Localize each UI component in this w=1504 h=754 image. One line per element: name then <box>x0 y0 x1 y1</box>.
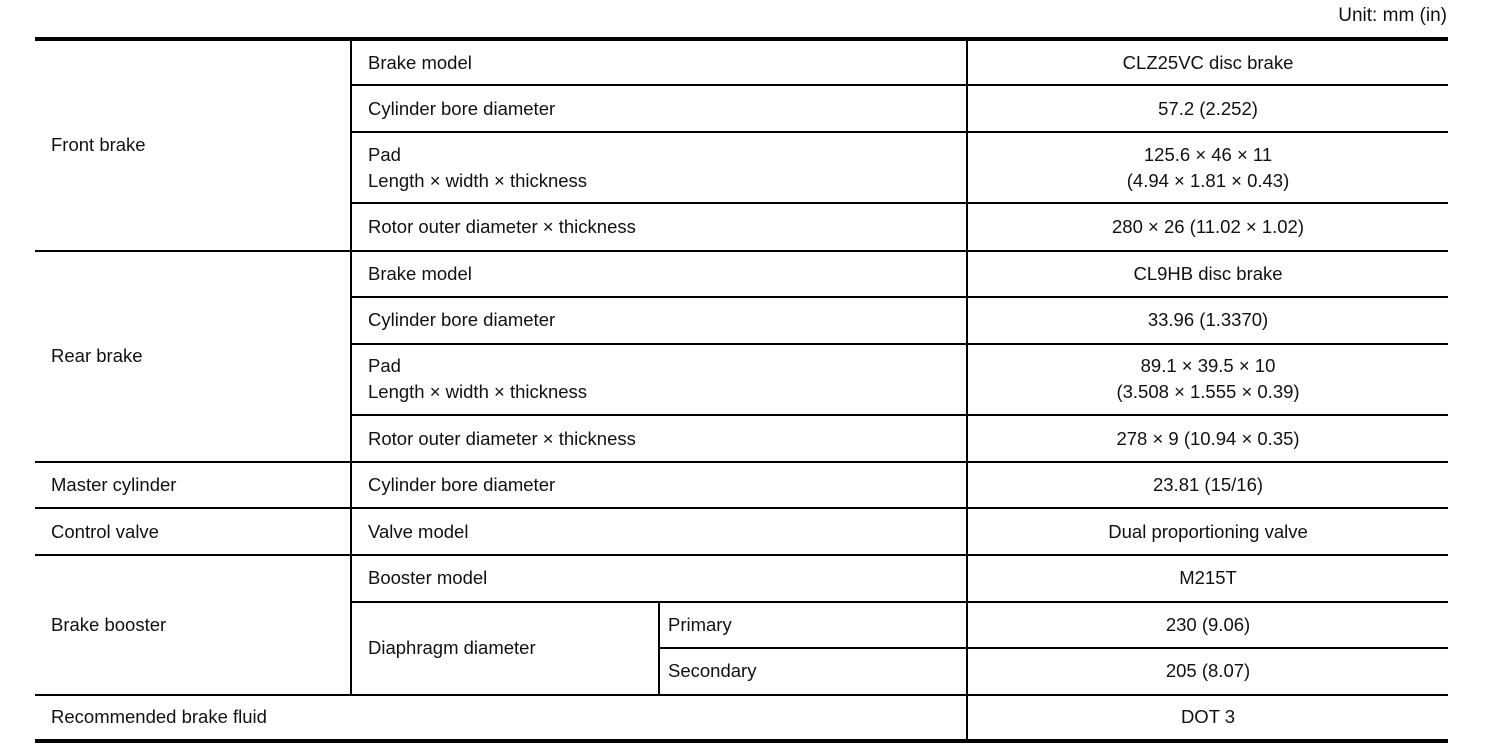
rear-pad-value <box>967 344 1448 415</box>
brake-fluid-label: Recommended brake fluid <box>35 695 967 741</box>
front-brake-group: Front brake <box>35 39 351 251</box>
master-cylinder-group: Master cylinder <box>35 462 351 508</box>
primary-value: 230 (9.06) <box>967 602 1448 648</box>
brake-booster-group: Brake booster <box>35 555 351 694</box>
rear-bore-value: 33.96 (1.3370) <box>967 297 1448 344</box>
table-row <box>35 695 1448 741</box>
rear-brake-group: Rear brake <box>35 251 351 463</box>
rear-model-value: CL9HB disc brake <box>967 251 1448 297</box>
front-pad-value-in: (4.94 × 1.81 × 0.43) <box>1126 169 1290 191</box>
diaphragm-label: Diaphragm diameter <box>351 602 659 695</box>
rear-pad-label <box>351 344 967 415</box>
front-model-value: CLZ25VC disc brake <box>967 39 1448 85</box>
booster-model-value: M215T <box>967 555 1448 601</box>
front-pad-value-mm: 125.6 × 46 × 11 <box>1143 143 1273 165</box>
valve-model-value: Dual proportioning valve <box>967 508 1448 555</box>
valve-model-label: Valve model <box>351 508 967 555</box>
front-model-label: Brake model <box>351 39 967 85</box>
front-rotor-value: 280 × 26 (11.02 × 1.02) <box>967 203 1448 250</box>
rear-pad-value-mm: 89.1 × 39.5 × 10 <box>1140 355 1276 377</box>
rear-rotor-value: 278 × 9 (10.94 × 0.35) <box>967 415 1448 462</box>
rear-pad-label-line2: Length × width × thickness <box>368 381 588 403</box>
control-valve-group: Control valve <box>35 508 351 555</box>
table-row <box>35 462 1448 508</box>
table-row <box>35 508 1448 555</box>
front-pad-label-line2: Length × width × thickness <box>368 169 588 191</box>
rear-bore-label: Cylinder bore diameter <box>351 297 967 344</box>
front-bore-value: 57.2 (2.252) <box>967 85 1448 132</box>
master-bore-value: 23.81 (15/16) <box>967 462 1448 508</box>
table-row <box>35 39 1448 85</box>
unit-label: Unit: mm (in) <box>1338 5 1447 26</box>
front-pad-label-line1: Pad <box>368 143 401 165</box>
table-row <box>35 251 1448 297</box>
booster-model-label: Booster model <box>351 555 967 601</box>
front-bore-label: Cylinder bore diameter <box>351 85 967 132</box>
rear-pad-value-in: (3.508 × 1.555 × 0.39) <box>1116 381 1300 403</box>
primary-label: Primary <box>659 602 967 648</box>
front-pad-label <box>351 132 967 203</box>
table-row <box>35 555 1448 601</box>
master-bore-label: Cylinder bore diameter <box>351 462 967 508</box>
secondary-label: Secondary <box>659 648 967 695</box>
brake-spec-table <box>35 37 1448 743</box>
secondary-value: 205 (8.07) <box>967 648 1448 695</box>
rear-rotor-label: Rotor outer diameter × thickness <box>351 415 967 462</box>
front-pad-value <box>967 132 1448 203</box>
rear-model-label: Brake model <box>351 251 967 297</box>
rear-pad-label-line1: Pad <box>368 355 401 377</box>
front-rotor-label: Rotor outer diameter × thickness <box>351 203 967 250</box>
brake-fluid-value: DOT 3 <box>967 695 1448 741</box>
